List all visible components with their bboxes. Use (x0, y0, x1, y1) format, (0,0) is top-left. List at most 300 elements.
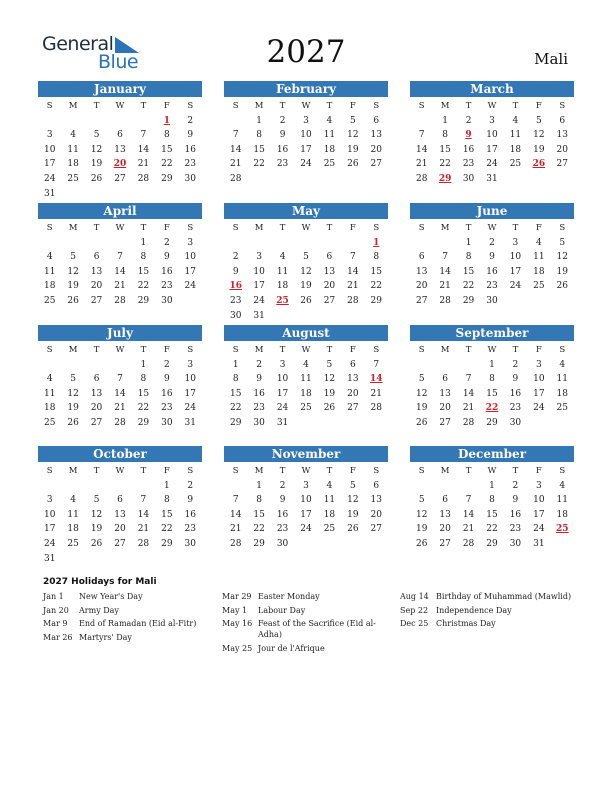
day-cell: 30 (276, 538, 289, 549)
day-cell: 6 (93, 374, 100, 385)
weekday-header: T (465, 101, 472, 111)
day-cell: 8 (489, 374, 495, 385)
day-cell: 29 (229, 417, 242, 428)
day-cell: 22 (137, 403, 150, 414)
day-cell: 10 (184, 374, 196, 385)
day-cell: 14 (114, 266, 126, 277)
day-cell: 10 (533, 495, 545, 506)
day-cell: 8 (140, 374, 147, 385)
day-cell: 25 (323, 524, 336, 535)
day-cell: 19 (347, 144, 359, 155)
day-cell: 1 (489, 359, 495, 370)
holiday-date: Mar 26 (43, 632, 73, 642)
day-cell: 4 (326, 115, 333, 126)
month-june (410, 203, 574, 309)
day-cell: 15 (137, 388, 150, 399)
day-cell: 3 (489, 115, 495, 126)
day-cell: 29 (486, 538, 498, 549)
day-cell: 7 (418, 130, 425, 141)
month-title: November (224, 446, 388, 462)
month-grid (38, 464, 202, 566)
weekday-header: S (418, 223, 425, 233)
day-cell: 22 (161, 524, 173, 535)
month-grid (410, 99, 574, 187)
day-cell: 20 (370, 144, 382, 155)
day-cell: 27 (323, 295, 336, 306)
weekday-header: S (373, 345, 380, 355)
holiday-name: Martyrs' Day (79, 632, 132, 642)
weekday-header: T (465, 345, 472, 355)
weekday-header: W (487, 466, 497, 476)
day-cell: 19 (300, 281, 312, 292)
empty-cell (224, 114, 247, 129)
day-cell: 5 (70, 374, 76, 385)
empty-cell (108, 358, 131, 373)
day-cell: 31 (184, 417, 196, 428)
day-cell: 23 (253, 403, 265, 414)
day-cell: 18 (276, 281, 289, 292)
month-grid (224, 221, 388, 323)
weekday-header: T (512, 466, 519, 476)
holiday-date: May 25 (222, 643, 253, 653)
weekday-header: S (46, 101, 53, 111)
day-cell: 12 (90, 509, 103, 520)
day-cell: 15 (486, 509, 498, 520)
day-cell: 9 (279, 130, 286, 141)
day-cell: 24 (43, 538, 56, 549)
day-cell: 27 (370, 159, 382, 170)
weekday-header: T (93, 101, 100, 111)
weekday-header: T (512, 345, 519, 355)
holiday-name: Jour de l'Afrique (258, 643, 325, 653)
day-cell: 18 (300, 388, 312, 399)
country-name: Mali (534, 50, 568, 68)
day-cell: 9 (187, 495, 194, 506)
empty-cell (294, 236, 317, 251)
day-cell: 14 (114, 388, 126, 399)
month-grid (38, 221, 202, 309)
day-cell: 23 (161, 281, 173, 292)
day-cell: 16 (276, 509, 289, 520)
day-cell: 27 (347, 403, 359, 414)
day-cell: 26 (347, 524, 359, 535)
day-cell: 1 (232, 359, 239, 370)
day-cell: 10 (184, 252, 196, 263)
weekday-header: M (254, 223, 264, 233)
day-cell: 27 (114, 173, 126, 184)
day-cell: 28 (114, 417, 126, 428)
empty-cell (108, 114, 131, 129)
holiday-day-cell: 14 (370, 374, 383, 385)
day-cell: 30 (486, 295, 498, 306)
empty-cell (224, 236, 247, 251)
day-cell: 20 (556, 144, 568, 155)
day-cell: 21 (439, 281, 451, 292)
day-cell: 4 (46, 374, 53, 385)
holiday-column (400, 591, 575, 632)
day-cell: 4 (559, 359, 566, 370)
day-cell: 21 (137, 159, 150, 170)
month-grid (410, 221, 574, 309)
day-cell: 15 (439, 144, 451, 155)
day-cell: 3 (512, 237, 519, 248)
empty-cell (410, 236, 433, 251)
holiday-entry (43, 605, 213, 616)
day-cell: 2 (163, 359, 170, 370)
day-cell: 10 (509, 252, 522, 263)
day-cell: 17 (533, 509, 545, 520)
day-cell: 22 (439, 159, 451, 170)
day-cell: 9 (187, 130, 194, 141)
day-cell: 25 (300, 403, 312, 414)
day-cell: 7 (140, 495, 147, 506)
day-cell: 14 (347, 266, 359, 277)
day-cell: 10 (276, 374, 289, 385)
day-cell: 13 (439, 388, 451, 399)
weekday-header: T (465, 223, 472, 233)
day-cell: 6 (326, 252, 333, 263)
day-cell: 10 (533, 374, 545, 385)
day-cell: 22 (161, 159, 173, 170)
day-cell: 20 (439, 524, 451, 535)
weekday-header: M (68, 345, 78, 355)
empty-cell (38, 479, 61, 494)
holiday-day-cell: 20 (113, 159, 127, 170)
day-cell: 11 (509, 130, 522, 141)
day-cell: 3 (535, 480, 542, 491)
day-cell: 12 (323, 374, 336, 385)
empty-cell (85, 114, 108, 129)
day-cell: 6 (559, 115, 566, 126)
month-february (224, 81, 388, 187)
weekday-header: F (163, 345, 170, 355)
month-grid (224, 99, 388, 187)
holiday-column (43, 591, 213, 645)
month-grid (224, 343, 388, 431)
logo-general-text: General (42, 33, 114, 55)
day-cell: 9 (512, 374, 519, 385)
day-cell: 4 (46, 252, 53, 263)
month-title: May (224, 203, 388, 219)
day-cell: 8 (489, 495, 495, 506)
day-cell: 2 (187, 115, 194, 126)
empty-cell (433, 236, 456, 251)
day-cell: 18 (533, 266, 545, 277)
day-cell: 1 (140, 359, 147, 370)
empty-cell (85, 358, 108, 373)
weekday-header: S (232, 223, 239, 233)
day-cell: 14 (137, 509, 150, 520)
day-cell: 11 (300, 374, 312, 385)
day-cell: 25 (43, 295, 56, 306)
day-cell: 20 (439, 403, 451, 414)
weekday-header: S (418, 345, 425, 355)
weekday-header: S (559, 223, 566, 233)
day-cell: 12 (300, 266, 312, 277)
day-cell: 23 (161, 403, 173, 414)
empty-cell (132, 114, 155, 129)
day-cell: 12 (67, 388, 79, 399)
weekday-header: T (279, 466, 286, 476)
day-cell: 26 (323, 403, 336, 414)
empty-cell (433, 479, 456, 494)
day-cell: 14 (229, 509, 242, 520)
holiday-name: Army Day (79, 605, 119, 615)
month-january (38, 81, 202, 201)
day-cell: 19 (415, 403, 428, 414)
day-cell: 9 (489, 252, 495, 263)
day-cell: 8 (465, 252, 472, 263)
holiday-day-cell: 29 (438, 173, 452, 184)
day-cell: 22 (486, 524, 498, 535)
empty-cell (132, 479, 155, 494)
day-cell: 27 (439, 538, 451, 549)
day-cell: 6 (93, 252, 100, 263)
day-cell: 25 (323, 159, 336, 170)
day-cell: 29 (137, 417, 150, 428)
day-cell: 5 (349, 480, 356, 491)
day-cell: 28 (462, 417, 475, 428)
day-cell: 21 (462, 524, 475, 535)
day-cell: 5 (93, 495, 100, 506)
day-cell: 7 (442, 252, 448, 263)
day-cell: 26 (347, 159, 359, 170)
day-cell: 24 (486, 159, 498, 170)
day-cell: 11 (556, 495, 568, 506)
day-cell: 20 (114, 524, 126, 535)
day-cell: 20 (347, 388, 359, 399)
holiday-entry (43, 632, 213, 643)
day-cell: 23 (276, 159, 289, 170)
day-cell: 31 (533, 538, 545, 549)
day-cell: 26 (556, 281, 568, 292)
empty-cell (61, 114, 84, 129)
weekday-header: S (559, 466, 566, 476)
weekday-header: F (349, 223, 356, 233)
weekday-header: S (232, 466, 239, 476)
day-cell: 17 (300, 144, 312, 155)
day-cell: 15 (137, 266, 150, 277)
day-cell: 4 (326, 480, 333, 491)
day-cell: 1 (140, 237, 147, 248)
day-cell: 10 (43, 144, 56, 155)
holiday-day-cell: 9 (465, 130, 472, 141)
holiday-day-cell: 25 (556, 524, 569, 535)
empty-cell (85, 236, 108, 251)
day-cell: 25 (556, 403, 568, 414)
day-cell: 30 (509, 417, 522, 428)
day-cell: 23 (276, 524, 289, 535)
day-cell: 14 (415, 144, 428, 155)
day-cell: 30 (509, 538, 522, 549)
day-cell: 3 (303, 115, 309, 126)
day-cell: 28 (137, 538, 150, 549)
day-cell: 21 (114, 403, 126, 414)
weekday-header: S (46, 223, 53, 233)
month-december (410, 446, 574, 552)
day-cell: 9 (279, 495, 286, 506)
day-cell: 19 (90, 159, 103, 170)
day-cell: 8 (163, 495, 170, 506)
day-cell: 17 (43, 524, 56, 535)
day-cell: 28 (137, 173, 150, 184)
day-cell: 13 (439, 509, 451, 520)
day-cell: 28 (462, 538, 475, 549)
day-cell: 4 (303, 359, 309, 370)
holiday-day-cell: 22 (485, 403, 499, 414)
weekday-header: W (115, 466, 125, 476)
day-cell: 3 (46, 130, 53, 141)
day-cell: 16 (161, 388, 173, 399)
month-title: August (224, 325, 388, 341)
day-cell: 25 (509, 159, 522, 170)
day-cell: 26 (67, 417, 79, 428)
day-cell: 29 (161, 538, 173, 549)
weekday-header: T (279, 223, 286, 233)
weekday-header: F (163, 466, 170, 476)
day-cell: 19 (347, 509, 359, 520)
day-cell: 12 (415, 388, 428, 399)
day-cell: 20 (323, 281, 336, 292)
holiday-column (222, 591, 392, 656)
day-cell: 22 (253, 524, 265, 535)
day-cell: 3 (256, 252, 262, 263)
day-cell: 3 (46, 495, 53, 506)
weekday-header: M (68, 466, 78, 476)
day-cell: 2 (279, 480, 286, 491)
day-cell: 19 (90, 524, 103, 535)
empty-cell (410, 479, 433, 494)
weekday-header: T (512, 223, 519, 233)
day-cell: 16 (253, 388, 265, 399)
day-cell: 24 (509, 281, 522, 292)
day-cell: 18 (556, 509, 568, 520)
day-cell: 4 (70, 130, 76, 141)
day-cell: 16 (462, 144, 475, 155)
day-cell: 6 (349, 359, 356, 370)
day-cell: 22 (370, 281, 382, 292)
day-cell: 3 (303, 480, 309, 491)
day-cell: 2 (512, 480, 519, 491)
day-cell: 17 (184, 388, 196, 399)
day-cell: 18 (67, 159, 79, 170)
weekday-header: T (93, 345, 100, 355)
day-cell: 23 (509, 403, 522, 414)
weekday-header: F (535, 223, 542, 233)
day-cell: 14 (439, 266, 451, 277)
day-cell: 30 (161, 295, 173, 306)
day-cell: 2 (232, 252, 239, 263)
empty-cell (410, 358, 433, 373)
day-cell: 28 (370, 403, 382, 414)
day-cell: 25 (533, 281, 545, 292)
day-cell: 2 (465, 115, 472, 126)
weekday-header: T (140, 223, 147, 233)
weekday-header: S (46, 466, 53, 476)
day-cell: 17 (253, 281, 265, 292)
weekday-header: M (254, 101, 264, 111)
day-cell: 7 (140, 130, 147, 141)
weekday-header: M (68, 223, 78, 233)
day-cell: 31 (253, 310, 265, 321)
day-cell: 24 (43, 173, 56, 184)
holiday-entry (222, 605, 392, 616)
day-cell: 16 (161, 266, 173, 277)
weekday-header: W (301, 223, 311, 233)
day-cell: 11 (323, 495, 336, 506)
empty-cell (108, 236, 131, 251)
day-cell: 9 (512, 495, 519, 506)
day-cell: 13 (114, 144, 126, 155)
day-cell: 19 (533, 144, 545, 155)
day-cell: 18 (323, 509, 336, 520)
month-october (38, 446, 202, 566)
day-cell: 2 (163, 237, 170, 248)
day-cell: 6 (442, 374, 448, 385)
day-cell: 17 (533, 388, 545, 399)
day-cell: 23 (509, 524, 522, 535)
day-cell: 25 (67, 538, 79, 549)
day-cell: 28 (415, 173, 428, 184)
day-cell: 17 (300, 509, 312, 520)
holiday-entry (222, 643, 392, 654)
day-cell: 21 (370, 388, 382, 399)
empty-cell (61, 358, 84, 373)
weekday-header: S (559, 345, 566, 355)
day-cell: 7 (117, 374, 123, 385)
month-title: September (410, 325, 574, 341)
day-cell: 16 (184, 144, 196, 155)
day-cell: 31 (276, 417, 289, 428)
day-cell: 19 (323, 388, 336, 399)
empty-cell (38, 236, 61, 251)
empty-cell (271, 236, 294, 251)
day-cell: 1 (442, 115, 448, 126)
day-cell: 5 (303, 252, 309, 263)
holiday-entry (222, 591, 392, 602)
empty-cell (61, 236, 84, 251)
day-cell: 5 (70, 252, 76, 263)
day-cell: 17 (276, 388, 289, 399)
day-cell: 17 (184, 266, 196, 277)
month-september (410, 325, 574, 431)
month-title: July (38, 325, 202, 341)
day-cell: 13 (370, 130, 382, 141)
day-cell: 15 (462, 266, 475, 277)
day-cell: 24 (533, 403, 545, 414)
day-cell: 27 (415, 295, 428, 306)
day-cell: 26 (415, 538, 428, 549)
day-cell: 30 (161, 417, 173, 428)
day-cell: 8 (163, 130, 170, 141)
holiday-day-cell: 1 (373, 237, 380, 248)
weekday-header: W (487, 101, 497, 111)
month-grid (38, 99, 202, 201)
day-cell: 6 (373, 480, 380, 491)
empty-cell (433, 358, 456, 373)
day-cell: 30 (253, 417, 265, 428)
day-cell: 5 (93, 130, 100, 141)
day-cell: 9 (232, 266, 239, 277)
day-cell: 12 (415, 509, 428, 520)
day-cell: 31 (43, 553, 56, 564)
holiday-entry (43, 591, 213, 602)
day-cell: 27 (90, 295, 103, 306)
day-cell: 23 (486, 281, 498, 292)
day-cell: 11 (67, 144, 79, 155)
day-cell: 10 (43, 509, 56, 520)
day-cell: 10 (253, 266, 265, 277)
